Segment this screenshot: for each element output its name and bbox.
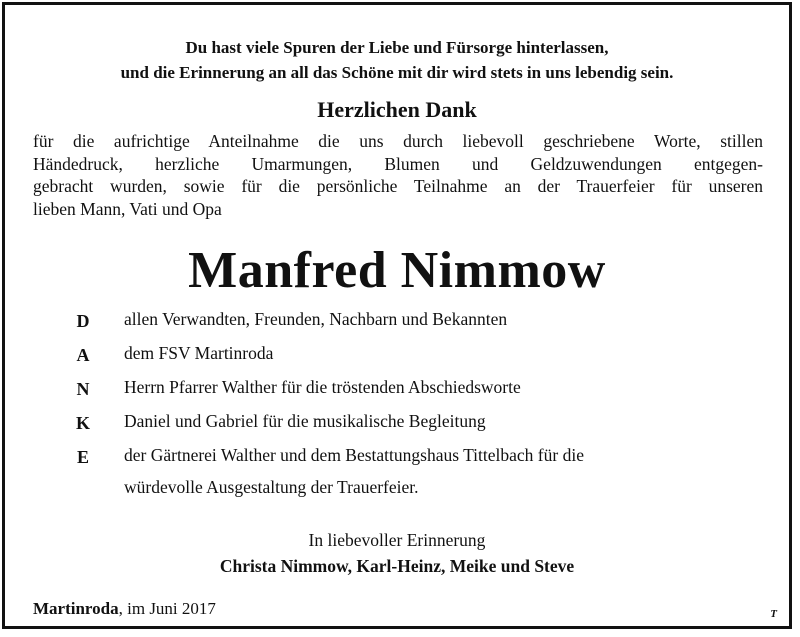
danke-row: [5, 307, 789, 341]
danke-entry-line-1: der Gärtnerei Walther und dem Bestattungshaus Tittelbach für die: [124, 445, 584, 465]
date: , im Juni 2017: [118, 599, 216, 618]
danke-entry: [124, 443, 769, 499]
danke-entry: Herrn Pfarrer Walther für die tröstenden Abschiedsworte: [124, 377, 521, 397]
danke-entry-line-2: würdevolle Ausgestaltung der Trauerfeier.: [124, 477, 419, 497]
signers: Christa Nimmow, Karl-Heinz, Meike und Steve: [219, 556, 575, 576]
quote-line-2: und die Erinnerung an all das Schöne mit dir wird stets in uns lebendig sein.: [120, 63, 674, 82]
danke-letter: N: [76, 379, 90, 399]
place: Martinroda: [33, 599, 119, 618]
danke-entry: allen Verwandten, Freunden, Nachbarn und Bekannten: [124, 309, 508, 329]
obituary-thank-you-notice: [2, 2, 792, 629]
danke-letter: E: [76, 447, 89, 467]
thanks-line-1: für die aufrichtige Anteilnahme die uns durch liebevoll geschriebene Worte, stillen: [33, 131, 763, 151]
place-and-date: [33, 598, 216, 620]
quote-line-1: Du hast viele Spuren der Liebe und Fürsorge hinterlassen,: [185, 38, 609, 57]
thanks-paragraph: [33, 130, 763, 220]
thanks-line-2: Händedruck, herzliche Umarmungen, Blumen und Geldzuwendungen entgegen-: [33, 153, 763, 174]
danke-entry: Daniel und Gabriel für die musikalische Begleitung: [124, 411, 486, 431]
danke-row: [5, 443, 789, 513]
danke-entry: dem FSV Martinroda: [124, 343, 274, 363]
danke-row: [5, 341, 789, 375]
danke-letter: A: [76, 345, 90, 365]
thanks-heading: Herzlichen Dank: [317, 97, 477, 122]
danke-row: [5, 409, 789, 443]
thanks-line-3: gebracht wurden, sowie für die persönliche Teilnahme an der Trauerfeier für unseren: [33, 176, 763, 196]
danke-letter: D: [76, 311, 90, 331]
thanks-line-4: lieben Mann, Vati und Opa: [33, 198, 222, 219]
publisher-mark: T: [770, 608, 777, 620]
danke-row: [5, 375, 789, 409]
deceased-name: Manfred Nimmow: [188, 242, 606, 299]
closing-phrase: In liebevoller Erinnerung: [308, 530, 486, 550]
danke-letter: K: [75, 413, 90, 433]
memorial-quote: [5, 35, 789, 85]
